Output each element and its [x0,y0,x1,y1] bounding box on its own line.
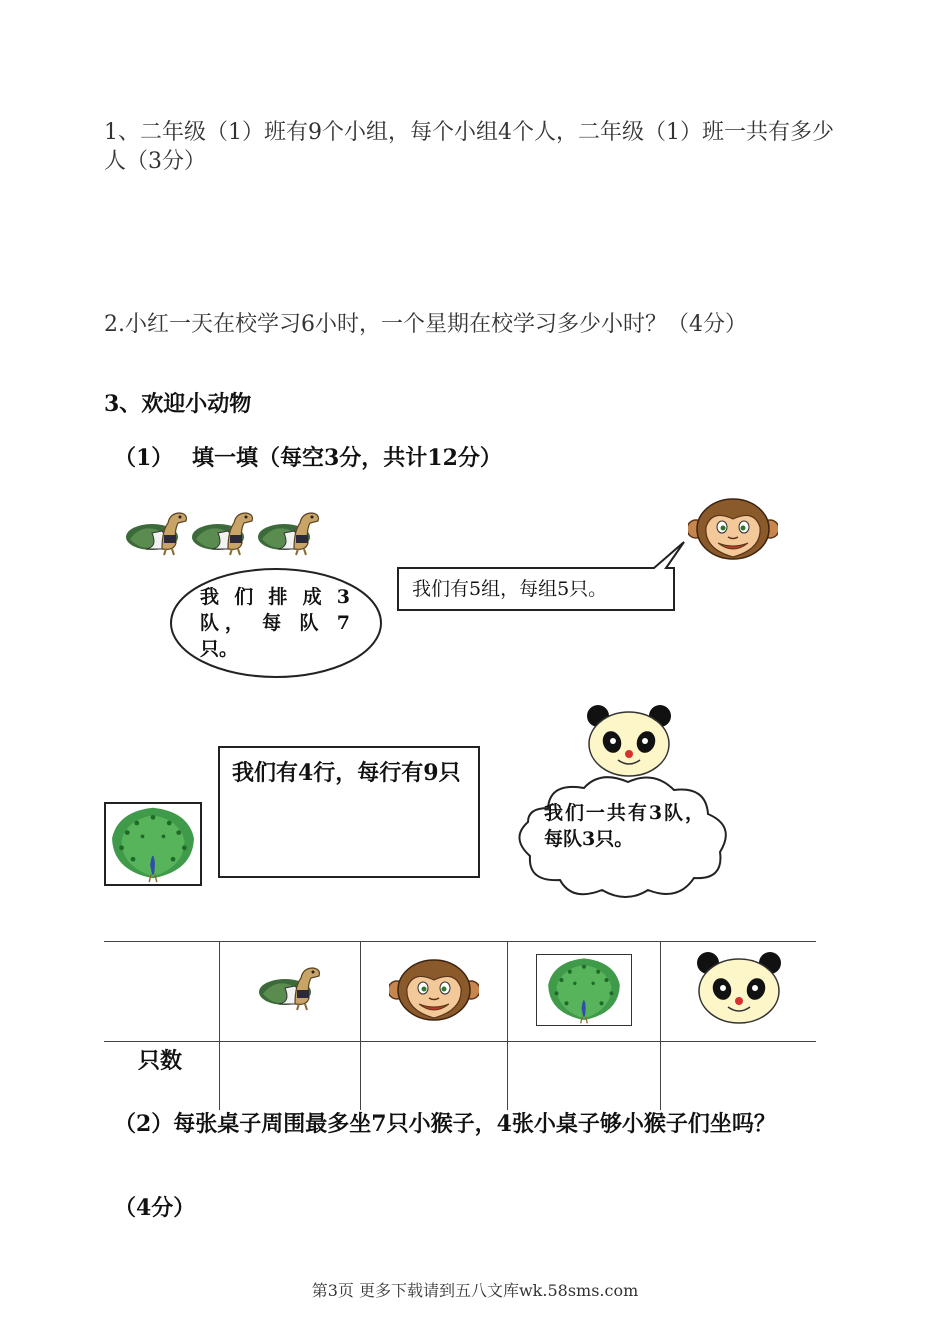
duck-bubble-text: 我 们 排 成 3 队， 每 队 7 只。 [200,586,350,660]
panda-count-cell[interactable] [661,1042,817,1110]
peacock-bubble-text: 我们有4行，每行有9只 [232,760,461,786]
row-label-count: 只数 [104,1042,220,1110]
monkey-bubble-text: 我们有5组，每组5只。 [412,578,608,600]
peacock-column-header [508,942,661,1042]
monkey-icon [389,958,479,1022]
panda-bubble-text: 我们一共有3队，每队3只。 [544,802,704,850]
monkey-icon [688,497,778,565]
duck-count-cell[interactable] [220,1042,361,1110]
peacock-speech-box [218,746,480,878]
duck-icon [192,513,252,555]
question-3-part-1: （1） 填一填（每空3分，共计12分） [114,445,502,471]
peacock-icon [104,802,202,886]
panda-speech-bubble [508,768,740,904]
duck-icon [126,513,186,555]
question-3-part-2-points: （4分） [114,1195,196,1221]
question-2: 2.小红一天在校学习6小时，一个星期在校学习多少小时？（4分） [104,312,747,337]
table-corner-cell [104,942,220,1042]
peacock-count-cell[interactable] [508,1042,661,1110]
monkey-speech-bubble [396,540,692,614]
peacock-icon [536,954,632,1026]
monkey-count-cell[interactable] [361,1042,508,1110]
question-1: 1、二年级（1）班有9个小组，每个小组4个人，二年级（1）班一共有多少人（3分） [104,120,834,174]
tally-table [104,941,816,1110]
question-3-title: 3、欢迎小动物 [104,391,252,417]
duck-icon [255,964,325,1016]
duck-speech-bubble [168,566,384,680]
monkey-column-header [361,942,508,1042]
duck-icon [258,513,318,555]
duck-column-header [220,942,361,1042]
question-3-part-2: （2）每张桌子周围最多坐7只小猴子，4张小桌子够小猴子们坐吗？ [114,1111,776,1137]
page-footer: 第3页 更多下载请到五八文库wk.58sms.com [311,1281,639,1300]
ducks-group [122,505,332,563]
panda-column-header [661,942,817,1042]
panda-icon [691,951,787,1029]
